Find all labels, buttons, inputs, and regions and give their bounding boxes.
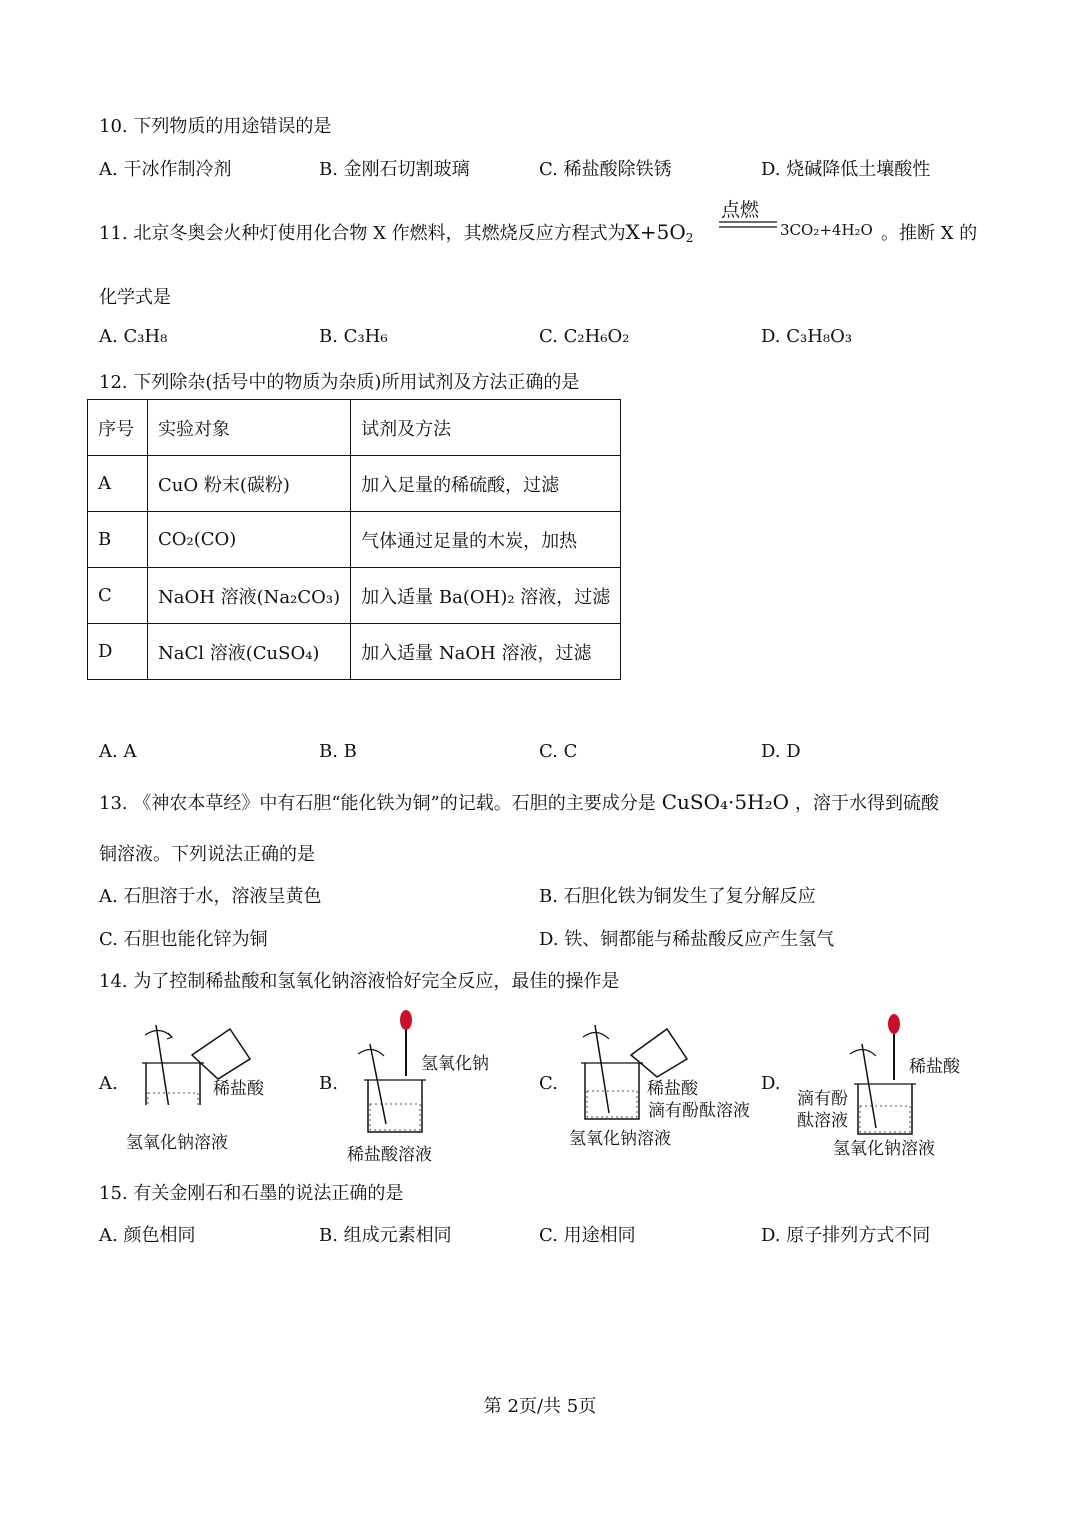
q13-option-a: A. 石胆溶于水，溶液呈黄色 — [99, 886, 322, 907]
table-cell: CuO 粉末(碳粉) — [148, 456, 351, 512]
q14-option-b-letter: B. — [319, 1073, 338, 1094]
q14-option-a-label-base: 氢氧化钠溶液 — [126, 1133, 228, 1153]
q14-option-c-label-indicator: 滴有酚酞溶液 — [648, 1101, 750, 1121]
q11-stem-post: 。推断 X 的 — [881, 223, 978, 244]
q10-option-c: C. 稀盐酸除铁锈 — [539, 159, 672, 180]
q11-option-b: B. C₃H₆ — [319, 326, 388, 347]
q14-option-d-label-indicator-2: 酞溶液 — [797, 1111, 848, 1131]
q13-option-d: D. 铁、铜都能与稀盐酸反应产生氢气 — [539, 929, 835, 950]
page-footer: 第 2页/共 5页 — [483, 1396, 597, 1417]
table-cell: A — [88, 456, 148, 512]
q14-option-a-letter: A. — [99, 1073, 118, 1094]
table-header: 序号 — [88, 400, 148, 456]
q14-option-d-diagram — [840, 1010, 920, 1136]
table-header: 试剂及方法 — [351, 400, 621, 456]
q12-stem: 12. 下列除杂(括号中的物质为杂质)所用试剂及方法正确的是 — [99, 372, 580, 393]
q14-option-b-diagram — [350, 1004, 460, 1144]
q15-stem: 15. 有关金刚石和石墨的说法正确的是 — [99, 1183, 404, 1204]
table-cell: NaOH 溶液(Na₂CO₃) — [148, 568, 351, 624]
q11-stem-pre: 11. 北京冬奥会火种灯使用化合物 X 作燃料，其燃烧反应方程式为 — [99, 223, 626, 244]
q11-stem-line2: 化学式是 — [99, 287, 171, 308]
q13-stem — [99, 789, 939, 815]
q12-option-c: C. C — [539, 741, 578, 762]
q15-option-c: C. 用途相同 — [539, 1225, 636, 1246]
q12-option-b: B. B — [319, 741, 357, 762]
table-cell: 气体通过足量的木炭，加热 — [351, 512, 621, 568]
table-cell: NaCl 溶液(CuSO₄) — [148, 624, 351, 680]
q10-option-b: B. 金刚石切割玻璃 — [319, 159, 470, 180]
q11-eq-right: 3CO₂+4H₂O — [780, 221, 873, 239]
q13-option-c: C. 石胆也能化锌为铜 — [99, 929, 268, 950]
table-cell: CO₂(CO) — [148, 512, 351, 568]
q11-eq-left: X+5O — [625, 220, 686, 244]
table-cell: 加入适量 Ba(OH)₂ 溶液，过滤 — [351, 568, 621, 624]
q10-option-a: A. 干冰作制冷剂 — [99, 159, 232, 180]
q14-option-b-label-acid: 稀盐酸溶液 — [347, 1145, 432, 1165]
table-cell: 加入足量的稀硫酸，过滤 — [351, 456, 621, 512]
q14-option-c-label-acid: 稀盐酸 — [647, 1079, 698, 1099]
q11-eq-condition: 点燃 — [721, 199, 760, 221]
q14-option-d-label-indicator-1: 滴有酚 — [797, 1089, 848, 1109]
q15-option-d: D. 原子排列方式不同 — [761, 1225, 931, 1246]
q12-table — [87, 399, 621, 680]
q10-stem: 10. 下列物质的用途错误的是 — [99, 116, 332, 137]
table-row — [88, 568, 621, 624]
table-row — [88, 624, 621, 680]
table-header: 实验对象 — [148, 400, 351, 456]
q14-option-d-label-acid: 稀盐酸 — [909, 1057, 960, 1077]
q15-option-b: B. 组成元素相同 — [319, 1225, 452, 1246]
table-row — [88, 456, 621, 512]
q14-option-c-letter: C. — [539, 1073, 558, 1094]
q13-stem-pre: 13. 《神农本草经》中有石胆“能化铁为铜”的记载。石胆的主要成分是 — [99, 793, 656, 814]
q13-stem-post: ，溶于水得到硫酸 — [795, 793, 939, 814]
table-cell: C — [88, 568, 148, 624]
q12-option-d: D. D — [761, 741, 801, 762]
q14-option-a-label-acid: 稀盐酸 — [213, 1079, 264, 1099]
q11-option-c: C. C₂H₆O₂ — [539, 326, 630, 347]
q13-formula: CuSO₄·5H₂O — [661, 790, 789, 814]
q11-stem — [99, 219, 693, 245]
q11-option-d: D. C₃H₈O₃ — [761, 326, 853, 347]
table-cell: 加入适量 NaOH 溶液，过滤 — [351, 624, 621, 680]
q10-option-d: D. 烧碱降低土壤酸性 — [761, 159, 931, 180]
table-row — [88, 512, 621, 568]
q15-option-a: A. 颜色相同 — [99, 1225, 196, 1246]
q13-option-b: B. 石胆化铁为铜发生了复分解反应 — [539, 886, 816, 907]
q14-option-b-label-base: 氢氧化钠 — [421, 1054, 489, 1074]
table-cell: B — [88, 512, 148, 568]
q11-eq-left-sub: 2 — [685, 231, 694, 245]
q14-option-d-label-base: 氢氧化钠溶液 — [833, 1139, 935, 1159]
table-cell: D — [88, 624, 148, 680]
q12-option-a: A. A — [99, 741, 137, 762]
table-header-row — [88, 400, 621, 456]
q14-option-d-letter: D. — [761, 1073, 781, 1094]
q14-option-c-label-base: 氢氧化钠溶液 — [569, 1129, 671, 1149]
q11-eq-sign — [719, 220, 777, 230]
q13-stem-line2: 铜溶液。下列说法正确的是 — [99, 844, 315, 865]
q11-option-a: A. C₃H₈ — [99, 326, 168, 347]
q14-stem: 14. 为了控制稀盐酸和氢氧化钠溶液恰好完全反应，最佳的操作是 — [99, 971, 620, 992]
